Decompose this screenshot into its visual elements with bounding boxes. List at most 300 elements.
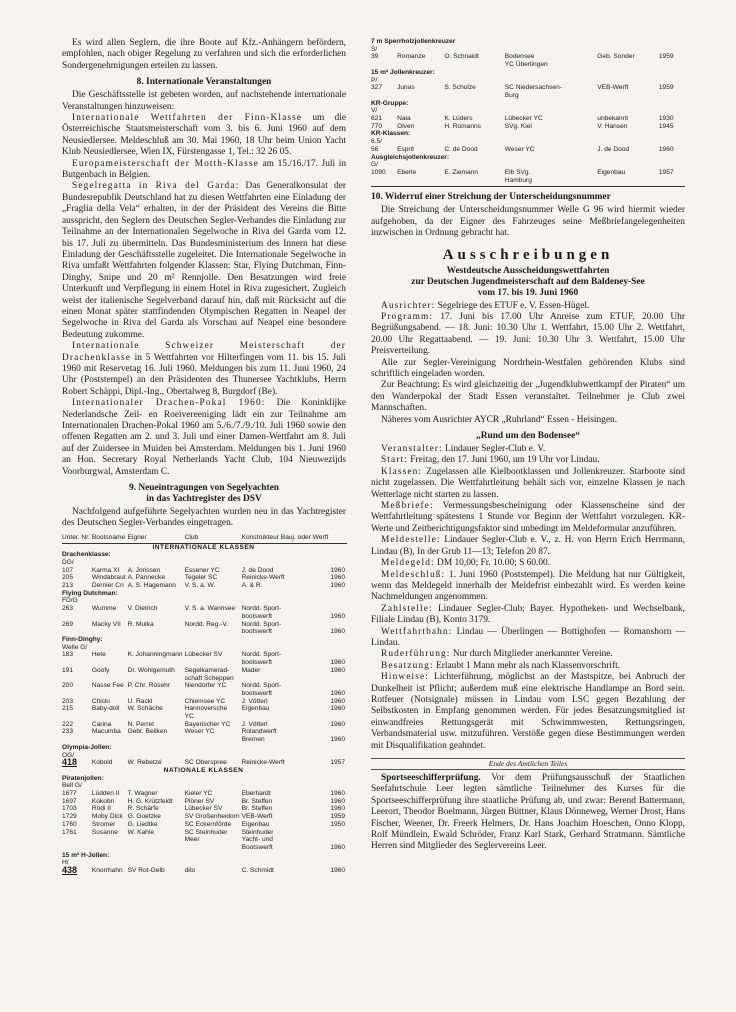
cell-sail-number: 621 — [371, 115, 383, 123]
class-sail-prefix: DG/ — [62, 558, 74, 566]
table-row — [371, 169, 685, 177]
class-group-name — [371, 154, 685, 162]
cell-year: 1957 — [658, 168, 674, 176]
ausschreibungen-heading: Ausschreibungen — [442, 246, 614, 263]
class-sail-prefix-row — [371, 138, 685, 146]
cell-boat-name — [92, 836, 128, 844]
cell-owner: W. Rebetzé — [127, 759, 162, 767]
cell-owner — [444, 177, 504, 185]
cell-club: SV Großenheidorn — [184, 813, 240, 821]
cell-builder: VEB-Werft — [597, 84, 629, 92]
class-group-label: KR-Klassen: — [371, 130, 411, 138]
cell-sail-number: 233 — [62, 728, 74, 736]
cell-builder: Reinicke-Werft — [241, 574, 285, 582]
cell-sail-number: 1729 — [62, 813, 77, 821]
table-row — [62, 829, 347, 837]
cell-owner: A. Pannecke — [127, 574, 165, 582]
cell-builder: Mader — [241, 666, 261, 674]
a2-item-label: Start: — [381, 455, 408, 466]
section-10-paragraph: Die Streichung der Unterscheidungsnummer Welle G 96 wird hiermit wieder aufgehoben, da der Eigner des Fahrzeuges seine Meßbriefangelegenheiten inzwischen in Ordnung gebracht hat. — [371, 205, 685, 239]
cell-sail-number: 327 — [371, 84, 383, 92]
cell-year: 1959 — [330, 813, 345, 821]
table-row — [62, 736, 347, 744]
cell-owner: W. Schäche — [127, 705, 163, 713]
cell-sail-number — [371, 177, 397, 185]
cell-club: Bodensee — [504, 53, 535, 61]
table-row — [62, 605, 347, 613]
a1-paragraph-3: Näheres vom Ausrichter AYCR „Ruhrland“ Essen - Heisingen. — [381, 414, 618, 425]
cell-boat-name: Eberle — [397, 168, 417, 176]
cell-sail-number — [62, 844, 92, 852]
cell-builder: Br. Steffen — [241, 805, 273, 813]
class-group-row — [62, 551, 347, 559]
cell-boat-name — [397, 92, 444, 100]
table-row — [62, 805, 347, 813]
table-row — [62, 613, 347, 621]
cell-club: Kieler YC — [184, 790, 213, 798]
em-paragraph: Europameisterschaft der Motth-Klasse am 15./16./17. Juli in Butgenbach in Belgien. — [62, 158, 347, 181]
a2-item — [371, 627, 685, 650]
cell-builder: J. Vötterl — [241, 697, 268, 705]
cell-builder: Eigenbau — [597, 168, 626, 176]
cell-builder: bootswerft — [241, 628, 272, 636]
class-group-label: Flying Dutchman: — [62, 589, 118, 597]
table-row — [62, 705, 347, 713]
class-group-name — [371, 100, 685, 108]
cell-club: Weser YC — [184, 728, 215, 736]
cell-builder: Nordd. Sport- — [241, 682, 282, 690]
a2-item — [371, 444, 685, 455]
a2-item-label: Veranstalter: — [381, 444, 443, 455]
table-row — [62, 628, 347, 636]
a2-item-text: Lindauer Segler-Club; Bayer. Hypotheken- und Wechselbank, Filiale Lindau (B), Konto 3179. — [371, 603, 686, 626]
cell-year: 1960 — [330, 705, 345, 713]
table-row — [371, 177, 685, 185]
cell-sail-number: 263 — [62, 605, 74, 613]
cell-builder: Reinicke-Werft — [241, 759, 285, 767]
intro-paragraph: Es wird allen Seglern, die ihre Boote auf Kfz.-Anhängern befördern, empfohlen, nach obiger Regelung zu verfahren und sich die erforderlichen Sondergenehmigungen erteilen zu lassen. — [62, 38, 346, 71]
class-group-name — [371, 69, 685, 77]
a1-paragraph-2: Zur Beachtung: Es wird gleichzeitig der „Jugendklubwettkampf der Piraten“ um den Wanderpokal der Stadt Essen veranstaltet. Teilnehmer je Club zwei Mannschaften. — [371, 380, 685, 414]
table-row — [62, 728, 347, 736]
section-9-paragraph: Nachfolgend aufgeführte Segelyachten wurden neu in das Yachtregister des Deutschen Segler-Verbandes eingetragen. — [62, 507, 346, 529]
section-9-subheading: in das Yachtregister des DSV — [146, 494, 262, 505]
cell-owner — [128, 836, 185, 844]
cell-builder — [597, 61, 659, 69]
cell-club: SC Eckernförde — [184, 820, 232, 828]
cell-boat-name: Dernier Cri — [91, 582, 124, 590]
cell-boat-name: Olven — [397, 122, 415, 130]
table-row — [62, 867, 347, 875]
cell-boat-name: Rödi II — [91, 805, 111, 813]
class-group-name — [371, 38, 685, 46]
cell-boat-name: Windabraut — [91, 574, 126, 582]
cell-owner — [128, 613, 185, 621]
cell-year: 1959 — [658, 53, 674, 61]
cell-club: Hannoversche — [184, 705, 228, 713]
cell-sail-number — [371, 61, 397, 69]
cell-year — [330, 621, 347, 629]
cell-owner: G. Goetzke — [127, 813, 161, 821]
class-group-name — [62, 775, 347, 783]
cell-club: Segelkamerad- — [184, 666, 230, 674]
cell-owner: K. Lüders — [444, 115, 473, 123]
cell-boat-name: Kobold — [91, 759, 113, 767]
cell-club: V. S. a. Wannsee — [184, 605, 236, 613]
cell-boat-name: Kokobri — [91, 797, 115, 805]
class-group-name — [62, 551, 347, 559]
cell-sail-number: 107 — [62, 566, 74, 574]
a2-item — [371, 501, 685, 535]
class-sail-prefix-row — [62, 752, 347, 760]
cell-builder: Bremen — [241, 736, 265, 744]
a2-item-label: Meßbriefe: — [381, 501, 434, 512]
cell-owner: N. Perret — [127, 720, 154, 728]
a1-title-line3: vom 17. bis 19. Juni 1960 — [477, 287, 579, 298]
international-classes-body — [62, 551, 347, 767]
cell-owner: O. Schnaidt — [444, 53, 479, 61]
cell-year: 1960 — [330, 582, 345, 590]
a2-item-label: Meldeschluß: — [381, 569, 446, 580]
cell-year — [330, 675, 347, 683]
class-sail-prefix-row — [62, 559, 347, 567]
table-row — [371, 115, 685, 123]
right-column — [371, 38, 685, 853]
cell-year: 1960 — [330, 805, 345, 813]
cell-year: 1960 — [330, 697, 345, 705]
a2-item — [371, 535, 685, 558]
cell-club: Lübecker YC — [504, 115, 543, 123]
yacht-register-continued-table — [371, 38, 685, 184]
cell-boat-name: Moby Dick — [91, 813, 123, 821]
cell-boat-name: Karma XI — [91, 566, 120, 574]
table-row — [62, 582, 347, 590]
cell-sail-number — [62, 613, 92, 621]
table-row — [62, 821, 347, 829]
table-row — [62, 790, 347, 798]
class-sail-prefix-row — [371, 46, 685, 54]
cell-builder: Rolandwerft — [241, 728, 277, 736]
cell-club: YC Überlingen — [504, 61, 548, 69]
cell-sail-number: 39 — [371, 53, 379, 61]
cell-builder: V. Hansen — [597, 122, 628, 130]
sport-paragraph: Sportseeschifferprüfung. Vor dem Prüfungsausschuß der Staatlichen Seefahrtschule Leer legten sämtliche Teilnehmer des Kurses für die Sportseeschifferprüfung ihre staatliche Prüfung ab, und zwar: Berend Battermann, Leerort, Theodor Boelmann, Jürgen Büttner, Klaus Dönneweg, Werner Drost, Hans Fischer, Weener, Dr. Freerk Helmers, Dr. Hans Joachim Hoeschen, Onno Klopp, Rolf Mündlein, Ewald Schröder, Franz Karl Stark, Gerhard Stratmann. Sämtliche Herren sind Mitglieder des Seglervereins Leer. — [371, 773, 685, 852]
a2-item-text: 1. Juni 1960 (Poststempel). Die Meldung hat nur Gültigkeit, wenn das Meldegeld innerhalb der Meldefrist einbezahlt wird. Es werden keine Nachmeldungen angenommen. — [371, 569, 685, 603]
table-row — [62, 651, 347, 659]
cell-builder — [597, 92, 659, 100]
cell-builder: Steinhuder — [241, 828, 274, 836]
cell-sail-number: 770 — [371, 122, 383, 130]
cell-year — [330, 713, 347, 721]
cell-builder: bootswerft — [241, 659, 272, 667]
cell-sail-number: 222 — [62, 720, 74, 728]
cell-owner: K. Johanningmann — [127, 651, 183, 659]
cell-sail-number: 203 — [62, 697, 74, 705]
class-sail-prefix: FD/G — [62, 597, 78, 605]
cell-sail-number: 56 — [371, 145, 379, 153]
section-9-heading: 9. Neueintragungen von Segelyachten — [129, 483, 279, 494]
cell-sail-number — [371, 92, 397, 100]
cell-club — [185, 690, 242, 698]
class-sail-prefix: Welle G/ — [62, 643, 88, 651]
cell-owner: E. Ziemann — [444, 168, 479, 176]
class-group-label: Piratenjollen: — [62, 774, 104, 782]
riva-paragraph: Segelregatta in Riva del Garda: Das Generalkonsulat der Bundesrepublik Deutschland hat zu diesen Wettfahrten eine Einladung der „Fraglia della Vela“ erhalten, in der der Präsident des Vereins die Bitte ausspricht, den Seglern des Deutschen Segler-Verbandes die Einladung zur Teilnahme an der Internationalen Segelwoche in Riva del Garda vom 12. bis 17. Juli zu übermitteln. Das Bundesministerium des Innern hat diese Einladung der Geschäftsstelle zugeleitet. Die Internationale Segelwoche in Riva umfaßt Wettfahrten folgender Klassen: Star, Flying Dutchman, Finn-Dinghy, Snipe und 20 m² Rennjolle. Den Besatzungen wird freie Unterkunft und Verpflegung in einem Hotel in Riva zugesichert. Zugleich weist der italienische Segelverband darauf hin, daß mit Rücksicht auf die einen Monat später stattfindenden Olympischen Regatten in Neapel der Segelwoche in Riva del Garda als Vorschau auf Neapel eine besondere Bedeutung zukomme. — [62, 181, 346, 340]
table-row — [62, 721, 347, 729]
cell-boat-name — [92, 659, 128, 667]
cell-owner: T. Wagner — [127, 790, 158, 798]
table-row — [371, 84, 685, 92]
cell-owner: V. Dietrich — [127, 605, 158, 613]
cell-boat-name: Macky VII — [91, 620, 121, 628]
cell-boat-name — [92, 736, 128, 744]
cell-sail-number: 1697 — [62, 797, 77, 805]
cell-boat-name — [92, 613, 128, 621]
table-row — [62, 690, 347, 698]
class-group-label: 15 m² Jollenkreuzer: — [371, 68, 435, 76]
a1-title-line2: zur Deutschen Jugendmeisterschaft auf dem Baldeney-See — [411, 276, 645, 287]
cell-sail-number: 1703 — [62, 805, 77, 813]
cell-year — [659, 177, 685, 185]
cell-builder — [242, 675, 331, 683]
a2-item — [371, 558, 685, 569]
class-group-row — [62, 590, 347, 598]
class-group-row — [371, 130, 685, 138]
a2-item — [371, 604, 685, 627]
cell-sail-number — [62, 736, 92, 744]
a2-item — [371, 455, 685, 466]
cell-owner: Dr. Wohlgemuth — [127, 666, 175, 674]
cell-year: 1960 — [330, 628, 345, 636]
cell-owner — [128, 713, 185, 721]
cell-year — [330, 682, 347, 690]
table-row — [62, 836, 347, 844]
class-sail-prefix-row — [371, 107, 685, 115]
table-row — [62, 844, 347, 852]
cell-club: Bayerischer YC — [184, 720, 231, 728]
national-classes-body — [62, 775, 347, 875]
class-sail-prefix-row — [371, 77, 685, 85]
cell-builder — [597, 177, 659, 185]
cell-boat-name — [92, 844, 128, 852]
cell-year: 1960 — [330, 720, 345, 728]
cell-club: Meer — [184, 836, 200, 844]
table-row — [62, 621, 347, 629]
cell-club: Elb SVg. — [504, 168, 531, 176]
cell-sail-number: 438 — [62, 865, 78, 876]
cell-year: 1960 — [658, 145, 674, 153]
cell-builder: J. Vötterl — [241, 720, 268, 728]
class-sail-prefix-row — [62, 644, 347, 652]
cell-club: SC Steinhuder — [184, 828, 228, 836]
a2-item-text: Lindauer Segler-Club e. V., z. H. von Herrn Erich Herrmann, Lindau (B), In der Grub 11—13; Telefon 20 87. — [371, 535, 685, 557]
cell-builder: Nordd. Sport- — [241, 620, 282, 628]
cell-year: 1950 — [330, 820, 345, 828]
class-sail-prefix: OG/ — [62, 751, 75, 759]
class-group-label: Drachenklasse: — [62, 551, 111, 559]
cell-owner: Gebr. Beilken — [127, 728, 168, 736]
cell-builder: A. & R. — [241, 582, 263, 590]
cell-club: Hamburg — [504, 176, 532, 184]
cell-year — [330, 651, 347, 659]
cell-boat-name: Goofy — [91, 666, 110, 674]
cell-club: SVg. Kiel — [504, 122, 532, 130]
table-row — [371, 53, 685, 61]
cell-boat-name: Naia — [397, 115, 411, 123]
cell-owner: G. Liedtke — [127, 820, 158, 828]
a2-item — [371, 649, 685, 660]
a2-item — [371, 672, 685, 752]
class-group-row — [371, 154, 685, 162]
cell-builder: Br. Steffen — [241, 797, 273, 805]
cell-sail-number: 200 — [62, 682, 74, 690]
cell-boat-name: Baby-doll — [91, 705, 120, 713]
cell-club: Lübecker SV — [184, 651, 223, 659]
class-group-label: Olympia-Jollen: — [62, 743, 112, 751]
cell-builder: Eigenbau — [241, 820, 270, 828]
cell-year: 1960 — [330, 689, 345, 697]
cell-owner: S. Schulze — [444, 84, 476, 92]
cell-year: 1957 — [330, 759, 345, 767]
end-note: Ende des Amtlichen Teiles — [371, 758, 685, 770]
cell-club: YC — [184, 713, 194, 721]
cell-boat-name — [92, 690, 128, 698]
cell-owner: R. Mulka — [127, 620, 154, 628]
cell-owner: R. Schärfe — [127, 805, 159, 813]
cell-sail-number: 1677 — [62, 790, 77, 798]
cell-boat-name: Chicki — [91, 697, 110, 705]
cell-builder: Bootswerft — [241, 843, 273, 851]
cell-boat-name: Esprit — [397, 145, 414, 153]
cell-club — [185, 659, 242, 667]
cell-year: 1960 — [330, 659, 345, 667]
cell-year: 1959 — [658, 84, 674, 92]
cell-year — [330, 829, 347, 837]
cell-owner: C. de Dood — [444, 145, 478, 153]
cell-owner — [128, 844, 185, 852]
continued-classes-body — [371, 38, 685, 184]
cell-sail-number — [62, 628, 92, 636]
cell-club: Tegeler SC — [184, 574, 218, 582]
class-sail-prefix: P/ — [371, 76, 378, 84]
cell-year: 1960 — [330, 797, 345, 805]
a2-item-text: Vermessungsbescheinigung oder Klassenscheine sind der Wettfahrtleitung spätestens 1 Stunde vor Beginn der Wettfahrt vorzulegen. KR-Werte und Zeitberichtigungsfaktor sind unbedingt im Meldeformular anzuführen. — [371, 501, 685, 534]
table-row — [371, 92, 685, 100]
table-row — [62, 675, 347, 683]
cell-year: 1930 — [658, 115, 674, 123]
a2-item-text: Nur durch Mitglieder anerkannter Vereine. — [452, 649, 613, 660]
cell-owner — [128, 736, 185, 744]
class-group-row — [62, 744, 347, 752]
cell-builder: bootswerft — [241, 612, 272, 620]
class-group-name — [371, 130, 685, 138]
swiss-paragraph: Internationale Schweizer Meisterschaft der Drachenklasse in 5 Wettfahrten vor Hilterfingen vom 11. bis 15. Juli 1960 mit Reservetag 16. Juli 1960. Meldungen bis zum 11. Juni 1960, 24 Uhr (Poststempel) an den Präsidenten des Thunersee Yachtklubs, Herrn Robert Schäppi, Dipl.-Ing., Obertalweg 8, Burgdorf (Be). — [62, 341, 346, 397]
a2-item-text: Zugelassen alle Kielbootklassen und Jollenkreuzer. Starboote sind nicht zugelassen. Die Wettfahrtleitung behält sich vor, einzelne Klassen je nach Wetterlage nicht starten zu lassen. — [371, 466, 685, 500]
class-group-row — [371, 100, 685, 108]
a2-item-label: Klassen: — [381, 466, 423, 477]
a2-item-text: Freitag, den 17. Juni 1960, um 19 Uhr vor Lindau. — [410, 455, 600, 466]
cell-boat-name: Lüdden II — [91, 790, 120, 798]
cell-builder: J. de Dood — [241, 566, 274, 574]
a2-item-text: Lindauer Segler-Club e. V. — [445, 444, 546, 455]
a2-item-text: Lichterführung, möglichst an der Mastspitze, bei Anbruch der Dunkelheit ist Pflicht; außerdem muß eine elektrische Handlampe an Bord sein. Rotfeuer (Notsignale) müssen in Lindau vom LSC gegen Bezahlung der Selbstkosten in Empfang genommen werden. Für jedes Besatzungsmitglied ist einwandfreies Rettungsgerät mit Schwimmwesten, Rettungsringen, Verbandsmaterial usw. mitzuführen. Verstöße gegen diese Bestimmungen werden mit Disqualifikation geahndet. — [371, 672, 686, 751]
class-sail-prefix: H/ — [62, 859, 69, 867]
cell-boat-name: Macumba — [91, 728, 121, 736]
a2-item-label: Hinweise: — [381, 672, 429, 683]
class-sail-prefix: S/ — [371, 45, 378, 53]
col-header-owner: Eigner — [128, 534, 185, 543]
class-sail-prefix: V/ — [371, 107, 378, 115]
a1-programm: Programm: 17. Juni bis 17.00 Uhr Anreise zum ETUF, 20.00 Uhr Begrüßungsabend. — 18. Juni: 10.30 Uhr 1. Wettfahrt, 15.00 Uhr 2. Wettfahrt, 20.00 Uhr Regattaabend. — 19. Juni: 10.30 Uhr 3. Wettfahrt, 15.00 Uhr Preisverteilung. — [371, 311, 685, 357]
cell-owner — [444, 61, 504, 69]
class-sail-prefix-row — [371, 161, 685, 169]
cell-club — [185, 628, 242, 636]
cell-sail-number: 1760 — [62, 820, 77, 828]
international-classes-title: INTERNATIONALE KLASSEN — [152, 543, 255, 551]
cell-club: Nordd. Reg.-V. — [184, 620, 228, 628]
cell-club: Essener YC — [184, 566, 220, 574]
cell-sail-number — [62, 690, 92, 698]
a2-item — [371, 467, 685, 501]
a2-item — [371, 661, 685, 672]
cell-sail-number: 191 — [62, 666, 74, 674]
cell-sail-number — [62, 675, 92, 683]
class-group-row — [371, 69, 685, 77]
a1-title-line1: Westdeutsche Ausscheidungswettfahrten — [446, 265, 610, 276]
cell-year: 1960 — [330, 843, 345, 851]
class-group-row — [62, 775, 347, 783]
a2-item-text: DM 10,00; Fr. 10.00; S 60.00. — [437, 558, 551, 569]
cell-year: 1960 — [330, 666, 345, 674]
table-row — [62, 798, 347, 806]
cell-club: Plöner SV — [184, 797, 215, 805]
cell-owner — [128, 659, 185, 667]
table-row — [62, 667, 347, 675]
cell-club — [185, 613, 242, 621]
finn-paragraph: Internationale Wettfahrten der Finn-Klasse um die Österreichische Staatsmeisterschaft vom 3. bis 6. Juni 1960 auf dem Neusiedlersee. Meldeschluß am 30. Mai 1960, 18 Uhr beim Union Yacht Klub Neusiedlersee, Wien IX, Fürstengasse 1, Tel.: 32 26 05. — [62, 113, 346, 158]
cell-sail-number — [62, 659, 92, 667]
cell-boat-name: Hete — [91, 651, 106, 659]
cell-owner: SV Rot-Gelb — [127, 867, 165, 875]
col-header-boat: Bootsname — [92, 534, 128, 543]
cell-sail-number: 213 — [62, 582, 74, 590]
cell-year: 1960 — [330, 612, 345, 620]
table-row — [62, 698, 347, 706]
a2-item — [371, 570, 685, 604]
a2-item-text: Erlaubt 1 Mann mehr als nach Klassenvorschrift. — [436, 660, 621, 671]
cell-owner: U. Rackl — [127, 697, 153, 705]
cell-owner: A. S. Hagemann — [127, 582, 176, 590]
table-row — [371, 61, 685, 69]
class-sail-prefix: G/ — [371, 161, 378, 169]
cell-sail-number — [62, 713, 92, 721]
cell-sail-number — [62, 836, 92, 844]
col-header-nr: Unter. Nr. — [62, 534, 92, 543]
cell-year: 1960 — [330, 574, 345, 582]
class-group-label: Ausgleichsjollenkreuzer: — [371, 153, 450, 161]
cell-club: Weser YC — [504, 145, 535, 153]
cell-club: schaft Scheppen — [184, 674, 234, 682]
cell-builder: Nordd. Sport- — [241, 651, 282, 659]
a1-ausrichter: Ausrichter: Segelriege des ETUF e. V. Essen-Hügel. — [381, 300, 590, 311]
cell-club: Burg — [504, 91, 519, 99]
a2-item-label: Wettfahrtbahn: — [381, 626, 453, 637]
section-8-intro: Die Geschäftsstelle ist gebeten worden, auf nachstehende internationale Veranstaltungen hinzuweisen: — [62, 90, 346, 112]
class-group-label: 7 m Sperrholzjollenkreuzer — [371, 38, 456, 45]
cell-boat-name: Nasse Fee — [91, 682, 124, 690]
cell-club: dito — [184, 867, 196, 875]
a2-item-text: Lindau — Überlingen — Bottighofen — Romanshorn — Lindau. — [371, 626, 686, 648]
